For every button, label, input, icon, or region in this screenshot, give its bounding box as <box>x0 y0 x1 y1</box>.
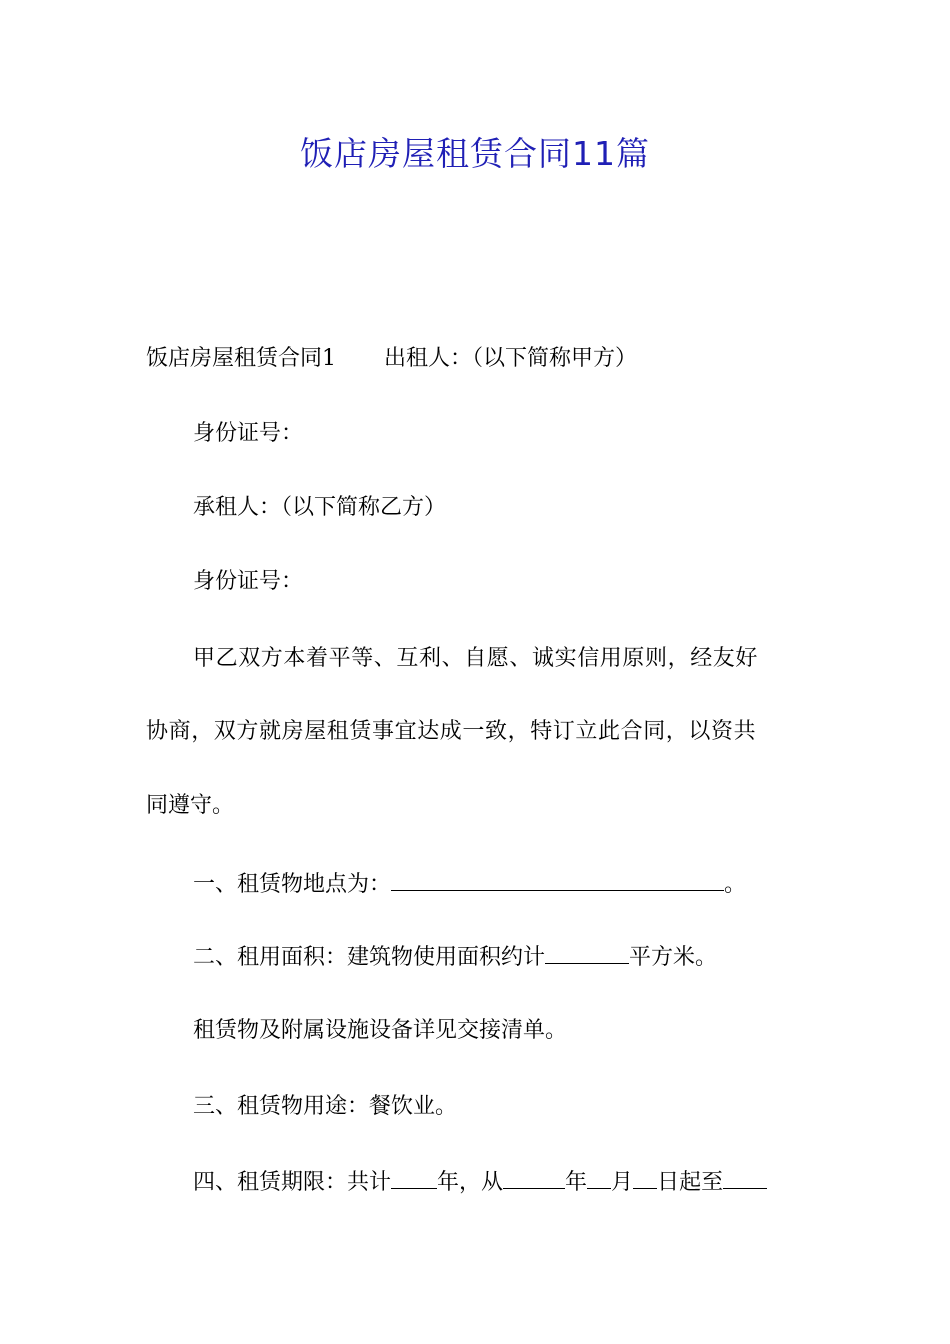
clause-4-label: 四、租赁期限：共计 <box>193 1170 392 1195</box>
contract-heading-line <box>146 344 637 374</box>
clause-1-location <box>193 868 746 900</box>
clause-2-area <box>193 941 717 973</box>
lessor-id-line: 身份证号： <box>193 421 304 446</box>
clause-4-year-from: 年，从 <box>437 1170 504 1195</box>
clause-1-end: 。 <box>724 872 747 897</box>
clause-4-day: 日起至 <box>657 1170 724 1195</box>
lessee-line: 承租人：（以下简称乙方） <box>193 495 447 520</box>
preamble-line-2: 协商，双方就房屋租赁事宜达成一致，特订立此合同，以资共 <box>146 719 757 744</box>
start-day-blank <box>633 1166 657 1189</box>
clause-4-month: 月 <box>611 1170 634 1195</box>
start-month-blank <box>587 1166 611 1189</box>
lessor-label: 出租人：（以下简称甲方） <box>384 346 638 371</box>
lessee-id-line: 身份证号： <box>193 569 304 594</box>
years-blank <box>391 1166 437 1189</box>
preamble-line-1: 甲乙双方本着平等、互利、自愿、诚实信用原则，经友好 <box>193 646 759 671</box>
clause-2-note: 租赁物及附属设施设备详见交接清单。 <box>193 1018 568 1043</box>
location-blank <box>391 868 724 891</box>
document-title: 饭店房屋租赁合同11篇 <box>300 134 650 173</box>
preamble-line-3: 同遵守。 <box>146 793 235 818</box>
clause-4-term <box>193 1166 767 1198</box>
start-year-blank <box>503 1166 565 1189</box>
end-date-blank <box>723 1166 767 1189</box>
clause-3-usage: 三、租赁物用途：餐饮业。 <box>193 1094 458 1119</box>
clause-2-label: 二、租用面积：建筑物使用面积约计 <box>193 945 546 970</box>
clause-2-end: 平方米。 <box>629 945 718 970</box>
clause-4-year: 年 <box>565 1170 588 1195</box>
clause-1-label: 一、租赁物地点为： <box>193 872 392 897</box>
contract-subtitle: 饭店房屋租赁合同1 <box>146 346 336 371</box>
area-blank <box>545 941 629 964</box>
